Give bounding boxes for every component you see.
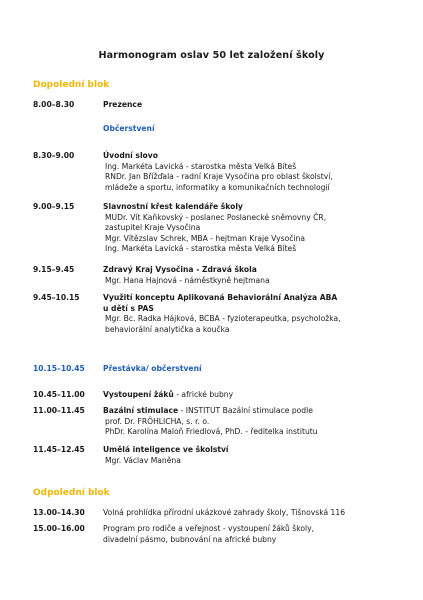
row-heading: Zdravý Kraj Vysočina - Zdravá škola	[103, 265, 257, 274]
speaker-line: PhDr. Karolína Maloň Friedlová, PhD. - ředitelka institutu	[105, 427, 318, 437]
speaker-line: Mgr. Vítězslav Schrek, MBA - hejtman Kraje Vysočina	[105, 233, 306, 243]
row-time: 8.00–8.30	[33, 100, 75, 109]
row-time: 13.00–14.30	[33, 508, 85, 517]
row-time: 10.45–11.00	[33, 390, 85, 399]
row-time: 8.30–9.00	[33, 151, 75, 160]
row-heading: Bazální stimulace	[103, 406, 179, 415]
speaker-line: RNDr. Jan Břížďala - radní Kraje Vysočina pro oblast školství,	[105, 172, 333, 182]
speaker-line: mládeže a sportu, informatiky a komunikačních technologií	[105, 182, 330, 192]
section-heading-morning: Dopolední blok	[33, 80, 110, 90]
row-time: 15.00–16.00	[33, 524, 85, 533]
speaker-line: prof. Dr. FRÖHLICHA, s. r. o.	[105, 416, 210, 426]
speaker-line: behaviorální analytička a koučka	[105, 324, 230, 334]
speaker-line: Ing. Markéta Lavická - starostka města Velká Bíteš	[105, 244, 297, 254]
row-time: 9.15–9.45	[33, 265, 75, 274]
row-heading-cont: u dětí s PAS	[103, 303, 154, 313]
row-time: 9.45–10.15	[33, 293, 80, 302]
row-time: 11.00–11.45	[33, 406, 85, 415]
row-time: 10.15–10.45	[33, 364, 85, 373]
speaker-line: zastupitel Kraje Vysočina	[105, 223, 201, 233]
speaker-line: Mgr. Hana Hajnová - náměstkyně hejtmana	[105, 275, 270, 285]
row-heading: Vystoupení žáků	[103, 390, 174, 399]
section-heading-afternoon: Odpolední blok	[33, 488, 110, 498]
page-title: Harmonogram oslav 50 let založení školy	[98, 50, 325, 61]
row-heading: Prezence	[103, 100, 143, 109]
speaker-line: Mgr. Bc. Radka Hájková, BCBA - fyzioterapeutka, psycholožka,	[105, 314, 341, 324]
row-time: 11.45–12.45	[33, 445, 85, 454]
row-text-cont: divadelní pásmo, bubnování na africké bubny	[103, 534, 277, 544]
row-text: Volná prohlídka přírodní ukázkové zahrady školy, Tišnovská 116	[103, 508, 346, 517]
row-text: Program pro rodiče a veřejnost - vystoupení žáků školy,	[103, 524, 314, 533]
row-heading: Slavnostní křest kalendáře školy	[103, 202, 243, 211]
row-note: - africké bubny	[173, 390, 234, 399]
speaker-line: MUDr. Vít Kaňkovský - poslanec Poslanecké sněmovny ČR,	[105, 212, 327, 222]
row-time: 9.00–9.15	[33, 202, 75, 211]
break-label: Přestávka/ občerstvení	[103, 364, 202, 373]
row-heading: Úvodní slovo	[103, 151, 158, 160]
row-heading: Využití konceptu Aplikovaná Behaviorální Analýza ABA	[103, 293, 338, 302]
speaker-line: Mgr. Václav Maněna	[105, 455, 181, 465]
row-note: - INSTITUT Bazální stimulace podle	[178, 406, 313, 415]
row-heading: Umělá inteligence ve školství	[103, 445, 229, 454]
speaker-line: Ing. Markéta Lavická - starostka města Velká Bíteš	[105, 161, 297, 171]
refreshment-label: Občerstvení	[103, 124, 155, 133]
